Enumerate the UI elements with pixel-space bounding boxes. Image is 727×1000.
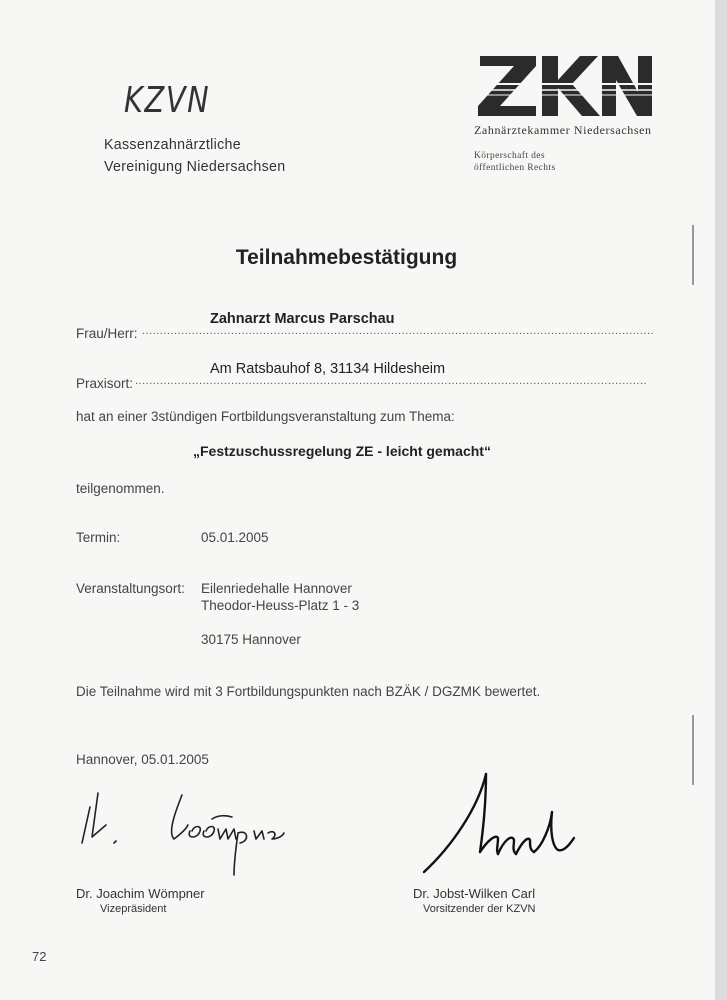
zkn-logo xyxy=(476,50,654,120)
signer-right-role: Vorsitzender der KZVN xyxy=(423,903,536,915)
address-dotted-line: ................................................................................................................................................ xyxy=(135,375,648,387)
signer-left-role: Vizepräsident xyxy=(100,903,167,915)
venue-line2: Theodor-Heuss-Platz 1 - 3 xyxy=(201,598,360,613)
name-label: Frau/Herr: xyxy=(76,326,138,341)
kzvn-name-line1: Kassenzahnärztliche xyxy=(104,136,241,153)
signature-left xyxy=(78,785,298,880)
venue-line3: 30175 Hannover xyxy=(201,632,301,647)
date-label: Termin: xyxy=(76,530,121,545)
zkn-sub-line1: Körperschaft des xyxy=(474,151,546,161)
signer-left-name: Dr. Joachim Wömpner xyxy=(76,886,205,901)
date-value: 05.01.2005 xyxy=(201,530,269,545)
intro-text: hat an einer 3stündigen Fortbildungsveranstaltung zum Thema: xyxy=(76,409,455,424)
points-text: Die Teilnahme wird mit 3 Fortbildungspunkten nach BZÄK / DGZMK bewertet. xyxy=(76,684,541,699)
name-value: Zahnarzt Marcus Parschau xyxy=(210,311,395,327)
name-dotted-line: ................................................................................................................................................ xyxy=(142,325,655,337)
venue-label: Veranstaltungsort: xyxy=(76,581,185,596)
kzvn-logo: KZVN xyxy=(124,80,211,121)
address-label: Praxisort: xyxy=(76,376,134,391)
participated-text: teilgenommen. xyxy=(76,481,165,496)
venue-line1: Eilenriedehalle Hannover xyxy=(201,581,352,596)
zkn-sub-line2: öffentlichen Rechts xyxy=(474,163,556,173)
signature-right xyxy=(412,768,582,878)
zkn-logo-text: ZKN xyxy=(565,120,567,121)
document-title: Teilnahmebestätigung xyxy=(235,246,458,269)
page-number: 72 xyxy=(32,949,47,964)
kzvn-name-line2: Vereinigung Niedersachsen xyxy=(104,158,286,175)
scan-edge-mark xyxy=(692,715,694,785)
address-value: Am Ratsbauhof 8, 31134 Hildesheim xyxy=(210,361,446,377)
zkn-name: Zahnärztekammer Niedersachsen xyxy=(474,123,652,137)
signer-right-name: Dr. Jobst-Wilken Carl xyxy=(413,886,536,901)
topic-text: „Festzuschussregelung ZE - leicht gemacht“ xyxy=(193,443,491,459)
place-date: Hannover, 05.01.2005 xyxy=(76,752,209,767)
